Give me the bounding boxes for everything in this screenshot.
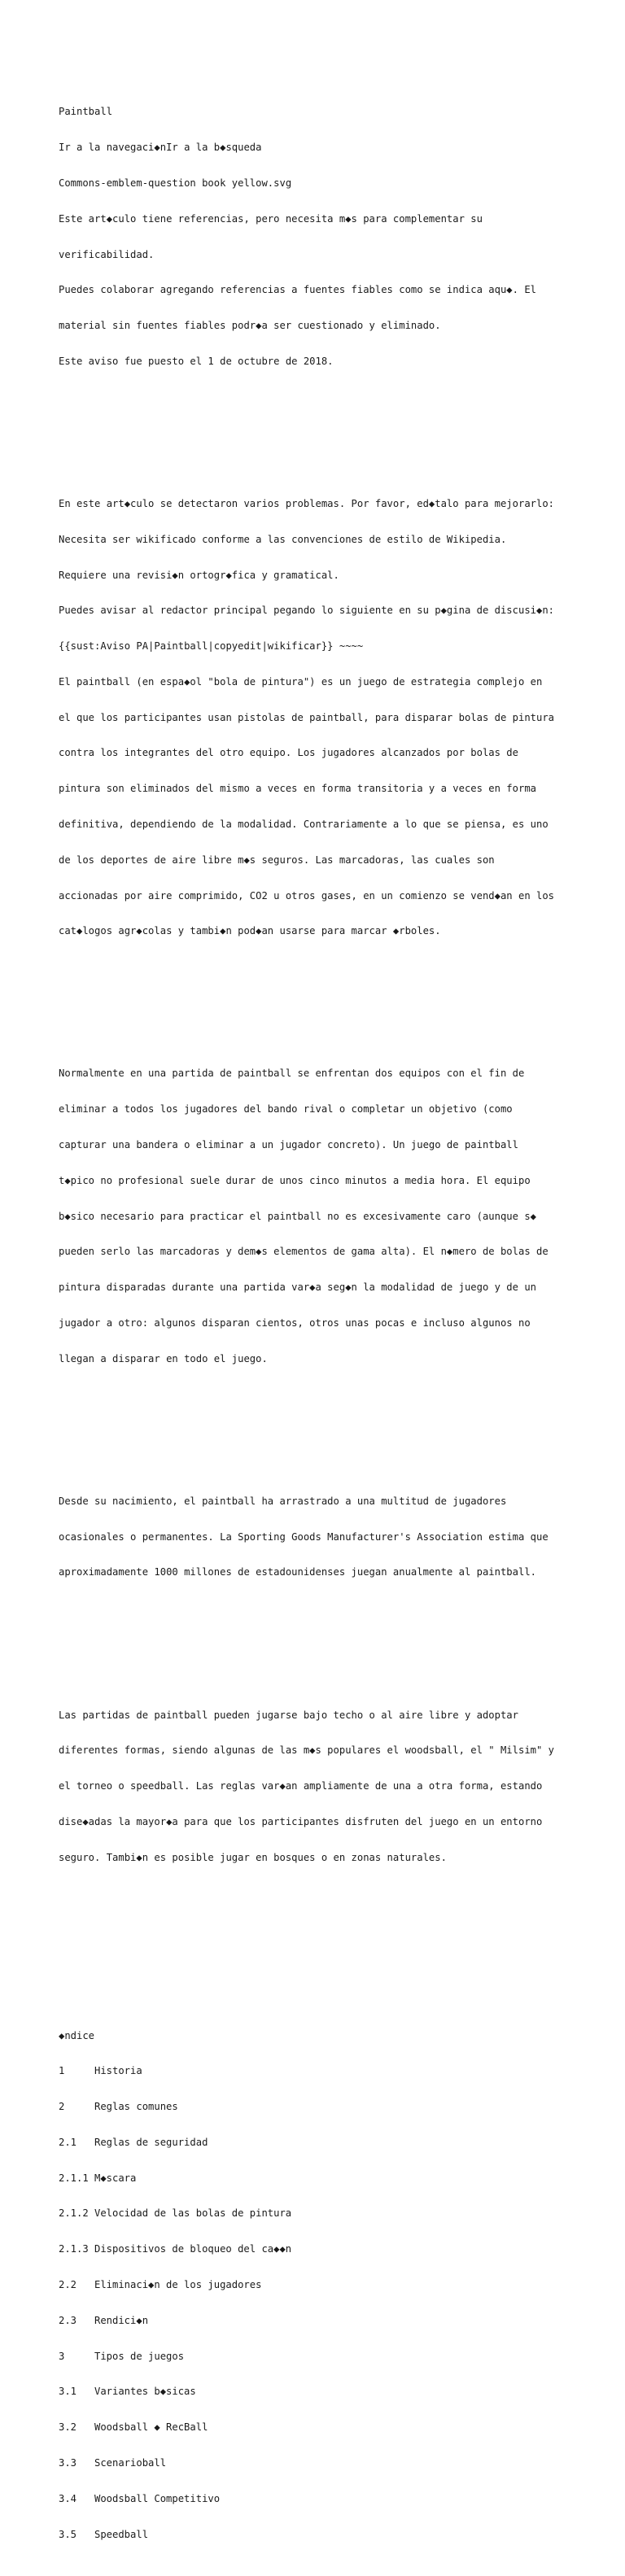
blank-line [59, 1424, 579, 1436]
paragraph-line: accionadas por aire comprimido, CO2 u otros gases, en un comienzo se vend◆an en los [59, 889, 555, 902]
toc-label: Speedball [94, 2528, 149, 2540]
toc-number: 3.5 [59, 2528, 77, 2540]
paragraph-line: dise◆adas la mayor◆a para que los participantes disfruten del juego en un entorno [59, 1815, 543, 1827]
paragraph-line: llegan a disparar en todo el juego. [59, 1352, 268, 1364]
paragraph-line: Puedes avisar al redactor principal pegando lo siguiente en su p◆gina de discusi◆n: [59, 605, 555, 617]
paragraph-line: contra los integrantes del otro equipo. Los jugadores alcanzados por bolas de [59, 747, 518, 759]
toc-item[interactable] [59, 2351, 579, 2363]
paragraph-line: Requiere una revisi◆n ortogr◆fica y gramatical. [59, 569, 339, 581]
paragraph-line: Desde su nacimiento, el paintball ha arrastrado a una multitud de jugadores [59, 1495, 507, 1507]
paragraph-line: aproximadamente 1000 millones de estadounidenses juegan anualmente al paintball. [59, 1566, 536, 1578]
toc-item[interactable] [59, 2065, 579, 2077]
toc-label: Velocidad de las bolas de pintura [94, 2207, 292, 2220]
toc-item[interactable] [59, 2101, 579, 2113]
toc-item[interactable] [59, 2386, 579, 2398]
blank-line [59, 1638, 579, 1650]
toc-label: Tipos de juegos [94, 2350, 185, 2362]
toc-label: Scenarioball [94, 2456, 167, 2469]
paragraph-line: capturar una bandera o eliminar a un jugador concreto). Un juego de paintball [59, 1139, 518, 1151]
paragraph-line: de los deportes de aire libre m◆s seguros. Las marcadoras, las cuales son [59, 854, 495, 866]
toc-label: Eliminaci◆n de los jugadores [94, 2279, 262, 2291]
toc-item[interactable] [59, 2172, 579, 2185]
toc-number: 1 [59, 2065, 65, 2077]
toc-title: ◆ndice [59, 2029, 95, 2041]
references-notice-line: Puedes colaborar agregando referencias a fuentes fiables como se indica aqu◆. El [59, 284, 536, 296]
toc-label: Woodsball Competitivo [94, 2492, 221, 2504]
toc-item[interactable] [59, 2529, 579, 2541]
paragraph-line: definitiva, dependiendo de la modalidad. Contrariamente a lo que se piensa, es uno [59, 819, 549, 830]
emblem-filename: Commons-emblem-question book yellow.svg [59, 177, 292, 189]
toc-label: M◆scara [94, 2172, 137, 2184]
references-notice-line: verificabilidad. [59, 248, 155, 260]
blank-line [59, 1923, 579, 1935]
document-page [59, 59, 579, 2576]
paragraph-line: pintura disparadas durante una partida var◆a seg◆n la modalidad de juego y de un [59, 1281, 536, 1294]
paragraph-line: Las partidas de paintball pueden jugarse bajo techo o al aire libre y adoptar [59, 1709, 518, 1721]
toc-label: Variantes b◆sicas [94, 2386, 196, 2398]
paragraph-line: pueden serlo las marcadoras y dem◆s elementos de gama alta). El n◆mero de bolas de [59, 1246, 549, 1258]
toc-label: Reglas comunes [94, 2101, 178, 2113]
paragraph-line: el que los participantes usan pistolas de paintball, para disparar bolas de pintura [59, 711, 555, 723]
toc-number: 3.4 [59, 2492, 77, 2504]
toc-item[interactable] [59, 2421, 579, 2434]
blank-line [59, 426, 579, 439]
toc-number: 3.1 [59, 2386, 77, 2398]
paragraph-line: En este art◆culo se detectaron varios problemas. Por favor, ed◆talo para mejorarlo: [59, 497, 555, 509]
toc-item[interactable] [59, 2243, 579, 2255]
toc-label: Historia [94, 2065, 142, 2077]
article-title: Paintball [59, 106, 113, 118]
toc-label: Reglas de seguridad [94, 2136, 208, 2148]
toc-label: Dispositivos de bloqueo del ca◆◆n [94, 2243, 292, 2255]
blank-line [59, 1958, 579, 1971]
paragraph-line: ocasionales o permanentes. La Sporting Goods Manufacturer's Association estima que [59, 1530, 549, 1543]
references-notice-line: Este art◆culo tiene referencias, pero necesita m◆s para complementar su [59, 212, 483, 225]
paragraph-match [59, 1044, 579, 1388]
toc-number: 2.1.3 [59, 2243, 89, 2255]
navigation-link-text: Ir a la navegaci◆nIr a la b◆squeda [59, 142, 262, 154]
paragraph-line: seguro. Tambi◆n es posible jugar en bosques o en zonas naturales. [59, 1851, 447, 1863]
toc-item[interactable] [59, 2493, 579, 2505]
paragraph-history [59, 1472, 579, 1603]
paragraph-line: pintura son eliminados del mismo a veces en forma transitoria y a veces en forma [59, 783, 536, 795]
blank-line [59, 997, 579, 1009]
paragraph-line: eliminar a todos los jugadores del bando rival o completar un objetivo (como [59, 1103, 513, 1116]
toc-label: Rendici◆n [94, 2314, 149, 2326]
paragraph-line: el torneo o speedball. Las reglas var◆an ampliamente de una a otra forma, estando [59, 1780, 543, 1792]
toc-number: 2.1.2 [59, 2207, 89, 2220]
table-of-contents [59, 2006, 579, 2564]
paragraph-forms [59, 1685, 579, 1887]
template-code: {{sust:Aviso PA|Paintball|copyedit|wikificar}} ~~~~ [59, 640, 364, 653]
paragraph-line: El paintball (en espa◆ol "bola de pintura") es un juego de estrategia complejo en [59, 675, 543, 688]
paragraph-line: cat◆logos agr◆colas y tambi◆n pod◆an usarse para marcar ◆rboles. [59, 925, 441, 937]
toc-number: 2.1.1 [59, 2172, 89, 2184]
toc-label: Woodsball ◆ RecBall [94, 2421, 208, 2434]
references-notice-line: material sin fuentes fiables podr◆a ser cuestionado y eliminado. [59, 320, 441, 332]
paragraph-line: diferentes formas, siendo algunas de las m◆s populares el woodsball, el " Milsim" y [59, 1744, 555, 1757]
paragraph-line: jugador a otro: algunos disparan cientos, otros unas pocas e incluso algunos no [59, 1316, 531, 1329]
toc-number: 2.2 [59, 2279, 77, 2291]
paragraph-line: b◆sico necesario para practicar el paintball no es excesivamente caro (aunque s◆ [59, 1210, 536, 1222]
toc-number: 2 [59, 2101, 65, 2113]
problems-notice-and-intro [59, 474, 579, 961]
toc-number: 2.1 [59, 2136, 77, 2148]
paragraph-line: Necesita ser wikificado conforme a las convenciones de estilo de Wikipedia. [59, 533, 507, 545]
toc-item[interactable] [59, 2315, 579, 2327]
paragraph-line: Normalmente en una partida de paintball se enfrentan dos equipos con el fin de [59, 1068, 525, 1080]
toc-item[interactable] [59, 2279, 579, 2291]
article-header [59, 82, 579, 391]
toc-item[interactable] [59, 2457, 579, 2469]
toc-number: 3 [59, 2350, 65, 2362]
notice-date: Este aviso fue puesto el 1 de octubre de 2018. [59, 355, 334, 367]
paragraph-line: t◆pico no profesional suele durar de unos cinco minutos a media hora. El equipo [59, 1174, 531, 1186]
toc-item[interactable] [59, 2207, 579, 2220]
toc-number: 3.2 [59, 2421, 77, 2434]
toc-number: 3.3 [59, 2456, 77, 2469]
toc-number: 2.3 [59, 2314, 77, 2326]
toc-item[interactable] [59, 2137, 579, 2149]
